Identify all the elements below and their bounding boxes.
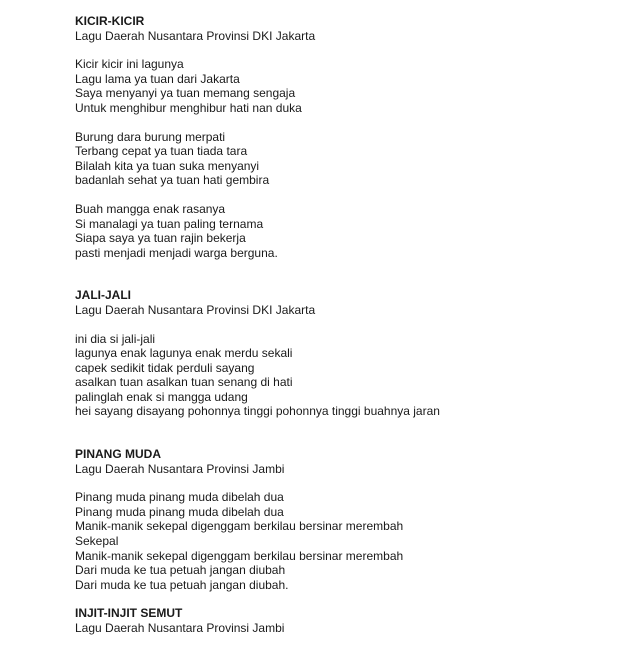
lyric-line: palinglah enak si mangga udang <box>75 389 248 404</box>
lyric-line: Dari muda ke tua petuah jangan diubah <box>75 563 286 578</box>
song-kicir-kicir <box>75 14 630 260</box>
song-origin: Lagu Daerah Nusantara Provinsi Jambi <box>75 461 285 476</box>
lyric-line: Pinang muda pinang muda dibelah dua <box>75 490 284 505</box>
lyric-line: ini dia si jali-jali <box>75 331 156 346</box>
document-page <box>75 14 630 650</box>
lyric-line: Lagu lama ya tuan dari Jakarta <box>75 71 240 86</box>
lyric-line: hei sayang disayang pohonnya tinggi pohonnya tinggi buahnya jaran <box>75 404 440 419</box>
lyric-line: Terbang cepat ya tuan tiada tara <box>75 144 248 159</box>
song-injit-injit-semut <box>75 606 630 635</box>
lyric-line: lagunya enak lagunya enak merdu sekali <box>75 346 293 361</box>
lyric-line: Manik-manik sekepal digenggam berkilau bersinar merembah <box>75 519 404 534</box>
lyric-line: Burung dara burung merpati <box>75 129 226 144</box>
stanza <box>75 332 630 420</box>
stanza <box>75 202 630 260</box>
lyric-line: pasti menjadi menjadi warga berguna. <box>75 245 278 260</box>
song-separator <box>75 274 630 288</box>
song-title: PINANG MUDA <box>75 447 161 462</box>
lyric-line: Buah mangga enak rasanya <box>75 201 226 216</box>
lyric-line: Kicir kicir ini lagunya <box>75 57 184 72</box>
lyric-line: Dari muda ke tua petuah jangan diubah. <box>75 577 289 592</box>
song-separator <box>75 433 630 447</box>
song-jali-jali <box>75 288 630 419</box>
lyric-line: asalkan tuan asalkan tuan senang di hati <box>75 375 293 390</box>
song-title: KICIR-KICIR <box>75 14 145 28</box>
song-origin: Lagu Daerah Nusantara Provinsi DKI Jakarta <box>75 28 316 43</box>
lyric-line: Sekepal <box>75 534 119 549</box>
lyric-line: Siapa saya ya tuan rajin bekerja <box>75 231 246 246</box>
lyric-line: Untuk menghibur menghibur hati nan duka <box>75 100 302 115</box>
lyric-line: Pinang muda pinang muda dibelah dua <box>75 504 284 519</box>
lyric-line: badanlah sehat ya tuan hati gembira <box>75 173 270 188</box>
lyric-line: capek sedikit tidak perduli sayang <box>75 360 255 375</box>
stanza <box>75 57 630 115</box>
stanza <box>75 490 630 592</box>
lyric-line: Si manalagi ya tuan paling ternama <box>75 216 264 231</box>
song-origin: Lagu Daerah Nusantara Provinsi Jambi <box>75 621 285 635</box>
lyric-line: Bilalah kita ya tuan suka menyanyi <box>75 158 260 173</box>
song-pinang-muda <box>75 447 630 592</box>
song-title: INJIT-INJIT SEMUT <box>75 606 183 621</box>
stanza <box>75 130 630 188</box>
song-origin: Lagu Daerah Nusantara Provinsi DKI Jakarta <box>75 302 316 317</box>
song-title: JALI-JALI <box>75 288 132 303</box>
lyric-line: Saya menyanyi ya tuan memang sengaja <box>75 86 296 101</box>
lyric-line: Manik-manik sekepal digenggam berkilau bersinar merembah <box>75 548 404 563</box>
